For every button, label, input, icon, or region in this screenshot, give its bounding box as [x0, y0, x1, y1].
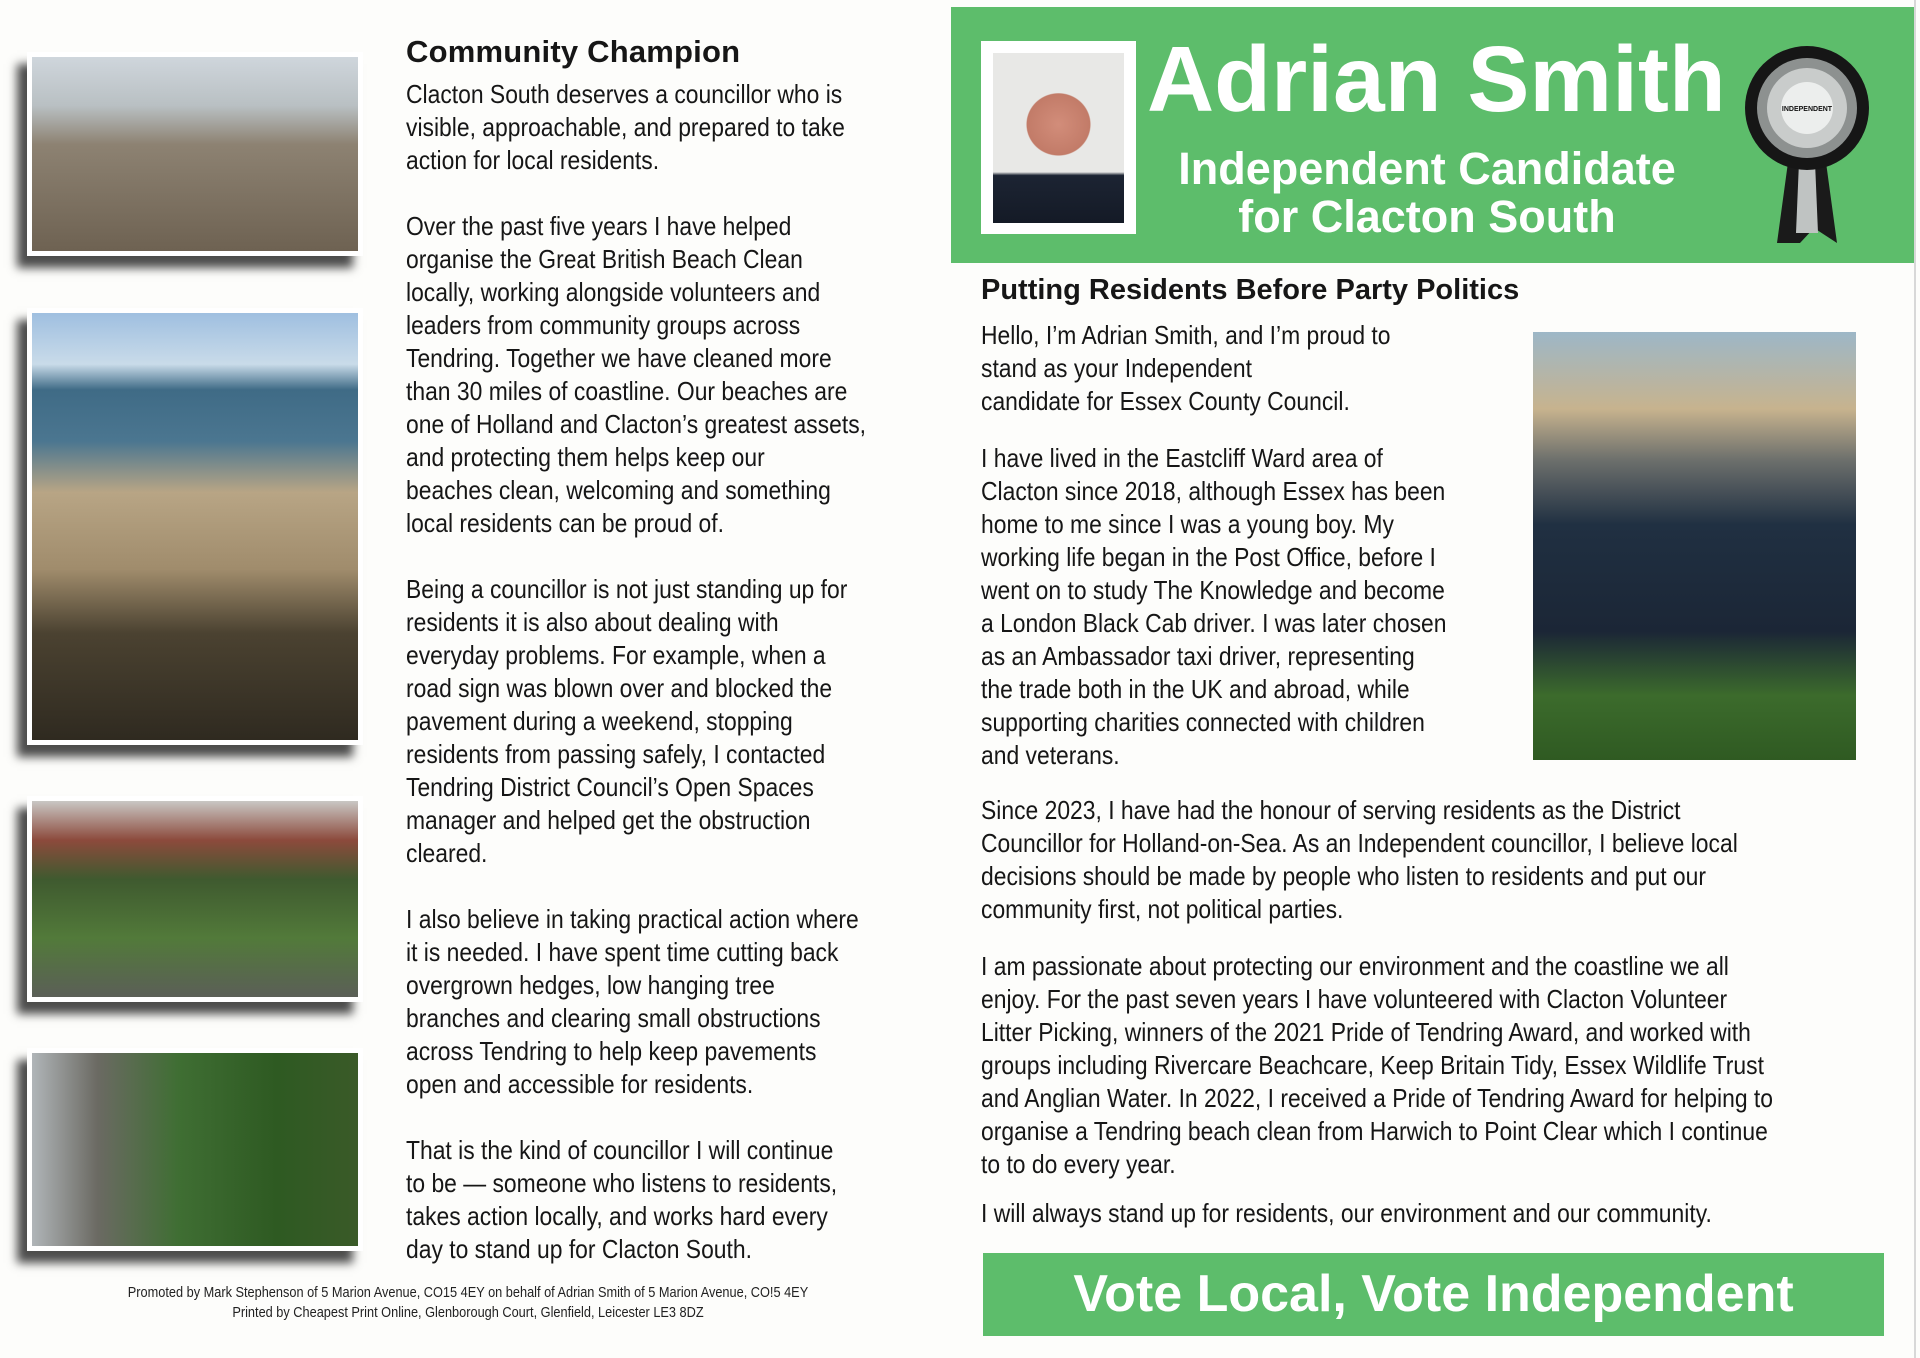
- text-line: Over the past five years I have helped: [406, 211, 792, 241]
- text-line: as an Ambassador taxi driver, representing: [981, 641, 1415, 671]
- text-line: I also believe in taking practical action where: [406, 904, 859, 934]
- text-line: candidate for Essex County Council.: [981, 386, 1350, 416]
- putting-residents-heading: Putting Residents Before Party Politics: [981, 274, 1520, 306]
- text-line: beaches clean, welcoming and something: [406, 475, 831, 505]
- text-line: community first, not political parties.: [981, 894, 1344, 924]
- text-line: the trade both in the UK and abroad, while: [981, 674, 1410, 704]
- text-line: Clacton South deserves a councillor who is: [406, 79, 843, 109]
- text-line: action for local residents.: [406, 145, 660, 175]
- candidate-portrait: [993, 53, 1124, 223]
- right-paragraph: [981, 794, 1841, 926]
- text-line: one of Holland and Clacton’s greatest assets,: [406, 409, 867, 439]
- text-line: Being a councillor is not just standing up for: [406, 574, 848, 604]
- text-line: it is needed. I have spent time cutting back: [406, 937, 839, 967]
- text-line: went on to study The Knowledge and become: [981, 575, 1445, 605]
- text-line: and protecting them helps keep our: [406, 442, 765, 472]
- text-line: organise the Great British Beach Clean: [406, 244, 803, 274]
- right-paragraph: [981, 950, 1881, 1181]
- text-line: residents it is also about dealing with: [406, 607, 779, 637]
- text-line: local residents can be proud of.: [406, 508, 724, 538]
- text-line: Litter Picking, winners of the 2021 Pride of Tendring Award, and worked with: [981, 1017, 1751, 1047]
- text-line: cleared.: [406, 838, 488, 868]
- text-line: takes action locally, and works hard every: [406, 1201, 828, 1231]
- text-line: pavement during a weekend, stopping: [406, 706, 793, 736]
- beach-litter-picking-photo: [27, 308, 363, 745]
- left-paragraph: [406, 573, 929, 870]
- imprint-footer: [40, 1283, 896, 1323]
- text-line: visible, approachable, and prepared to take: [406, 112, 845, 142]
- text-line: Clacton since 2018, although Essex has been: [981, 476, 1446, 506]
- candidate-name: Adrian Smith: [1147, 27, 1726, 131]
- text-line: day to stand up for Clacton South.: [406, 1234, 752, 1264]
- text-line: Since 2023, I have had the honour of serving residents as the District: [981, 795, 1681, 825]
- text-line: open and accessible for residents.: [406, 1069, 754, 1099]
- text-line: decisions should be made by people who listen to residents and put our: [981, 861, 1707, 891]
- text-line: supporting charities connected with children: [981, 707, 1425, 737]
- road-sign-cleared-photo: [27, 796, 363, 1002]
- text-line: manager and helped get the obstruction: [406, 805, 811, 835]
- text-line: That is the kind of councillor I will continue: [406, 1135, 834, 1165]
- text-line: Councillor for Holland-on-Sea. As an Independent councillor, I believe local: [981, 828, 1738, 858]
- text-line: Hello, I’m Adrian Smith, and I’m proud to: [981, 320, 1391, 350]
- page-edge: [1914, 0, 1916, 1358]
- beach-clean-photo: [27, 52, 363, 256]
- right-paragraph: [981, 319, 1446, 418]
- text-line: branches and clearing small obstructions: [406, 1003, 821, 1033]
- text-line: overgrown hedges, low hanging tree: [406, 970, 775, 1000]
- candidate-with-dogs-photo: [1533, 332, 1856, 760]
- text-line: I am passionate about protecting our environment and the coastline we all: [981, 951, 1729, 981]
- text-line: road sign was blown over and blocked the: [406, 673, 833, 703]
- text-line: I have lived in the Eastcliff Ward area of: [981, 443, 1383, 473]
- left-paragraph: [406, 1134, 929, 1266]
- text-line: groups including Rivercare Beachcare, Keep Britain Tidy, Essex Wildlife Trust: [981, 1050, 1764, 1080]
- text-line: a London Black Cab driver. I was later chosen: [981, 608, 1447, 638]
- left-paragraph: [406, 903, 929, 1101]
- text-line: everyday problems. For example, when a: [406, 640, 826, 670]
- candidate-subtitle: Independent Candidate: [1178, 143, 1676, 194]
- text-line: working life began in the Post Office, before I: [981, 542, 1436, 572]
- text-line: and Anglian Water. In 2022, I received a Pride of Tendring Award for helping to: [981, 1083, 1773, 1113]
- independent-rosette-icon: [1742, 43, 1872, 243]
- text-line: Tendring. Together we have cleaned more: [406, 343, 832, 373]
- left-paragraph: [406, 210, 929, 540]
- text-line: locally, working alongside volunteers and: [406, 277, 821, 307]
- text-line: residents from passing safely, I contacted: [406, 739, 826, 769]
- text-line: stand as your Independent: [981, 353, 1252, 383]
- portrait-frame: [981, 41, 1136, 234]
- vote-slogan-banner: Vote Local, Vote Independent: [983, 1253, 1884, 1336]
- text-line: I will always stand up for residents, our environment and our community.: [981, 1198, 1712, 1228]
- printed-by-text: Printed by Cheapest Print Online, Glenborough Court, Glenfield, Leicester LE3 8DZ: [232, 1304, 704, 1321]
- left-paragraph: [406, 78, 929, 177]
- right-paragraph: [981, 442, 1510, 772]
- text-line: leaders from community groups across: [406, 310, 801, 340]
- community-champion-heading: Community Champion: [406, 34, 741, 69]
- rosette-label: INDEPENDENT: [1781, 106, 1833, 113]
- text-line: Tendring District Council’s Open Spaces: [406, 772, 814, 802]
- left-body-text: [406, 78, 929, 1299]
- text-line: home to me since I was a young boy. My: [981, 509, 1394, 539]
- text-line: and veterans.: [981, 740, 1120, 770]
- text-line: enjoy. For the past seven years I have volunteered with Clacton Volunteer: [981, 984, 1728, 1014]
- text-line: to be — someone who listens to residents,: [406, 1168, 838, 1198]
- text-line: organise a Tendring beach clean from Harwich to Point Clear which I continue: [981, 1116, 1768, 1146]
- hedge-cutting-photo: [27, 1048, 363, 1251]
- text-line: to to do every year.: [981, 1149, 1176, 1179]
- candidate-header-banner: [951, 7, 1914, 263]
- text-line: than 30 miles of coastline. Our beaches are: [406, 376, 848, 406]
- promoted-by-text: Promoted by Mark Stephenson of 5 Marion Avenue, CO15 4EY on behalf of Adrian Smith of 5 Marion Avenue, CO!5 4EY: [127, 1284, 809, 1301]
- text-line: across Tendring to help keep pavements: [406, 1036, 817, 1066]
- candidate-constituency: for Clacton South: [1238, 191, 1616, 242]
- right-paragraph: [981, 1197, 1811, 1230]
